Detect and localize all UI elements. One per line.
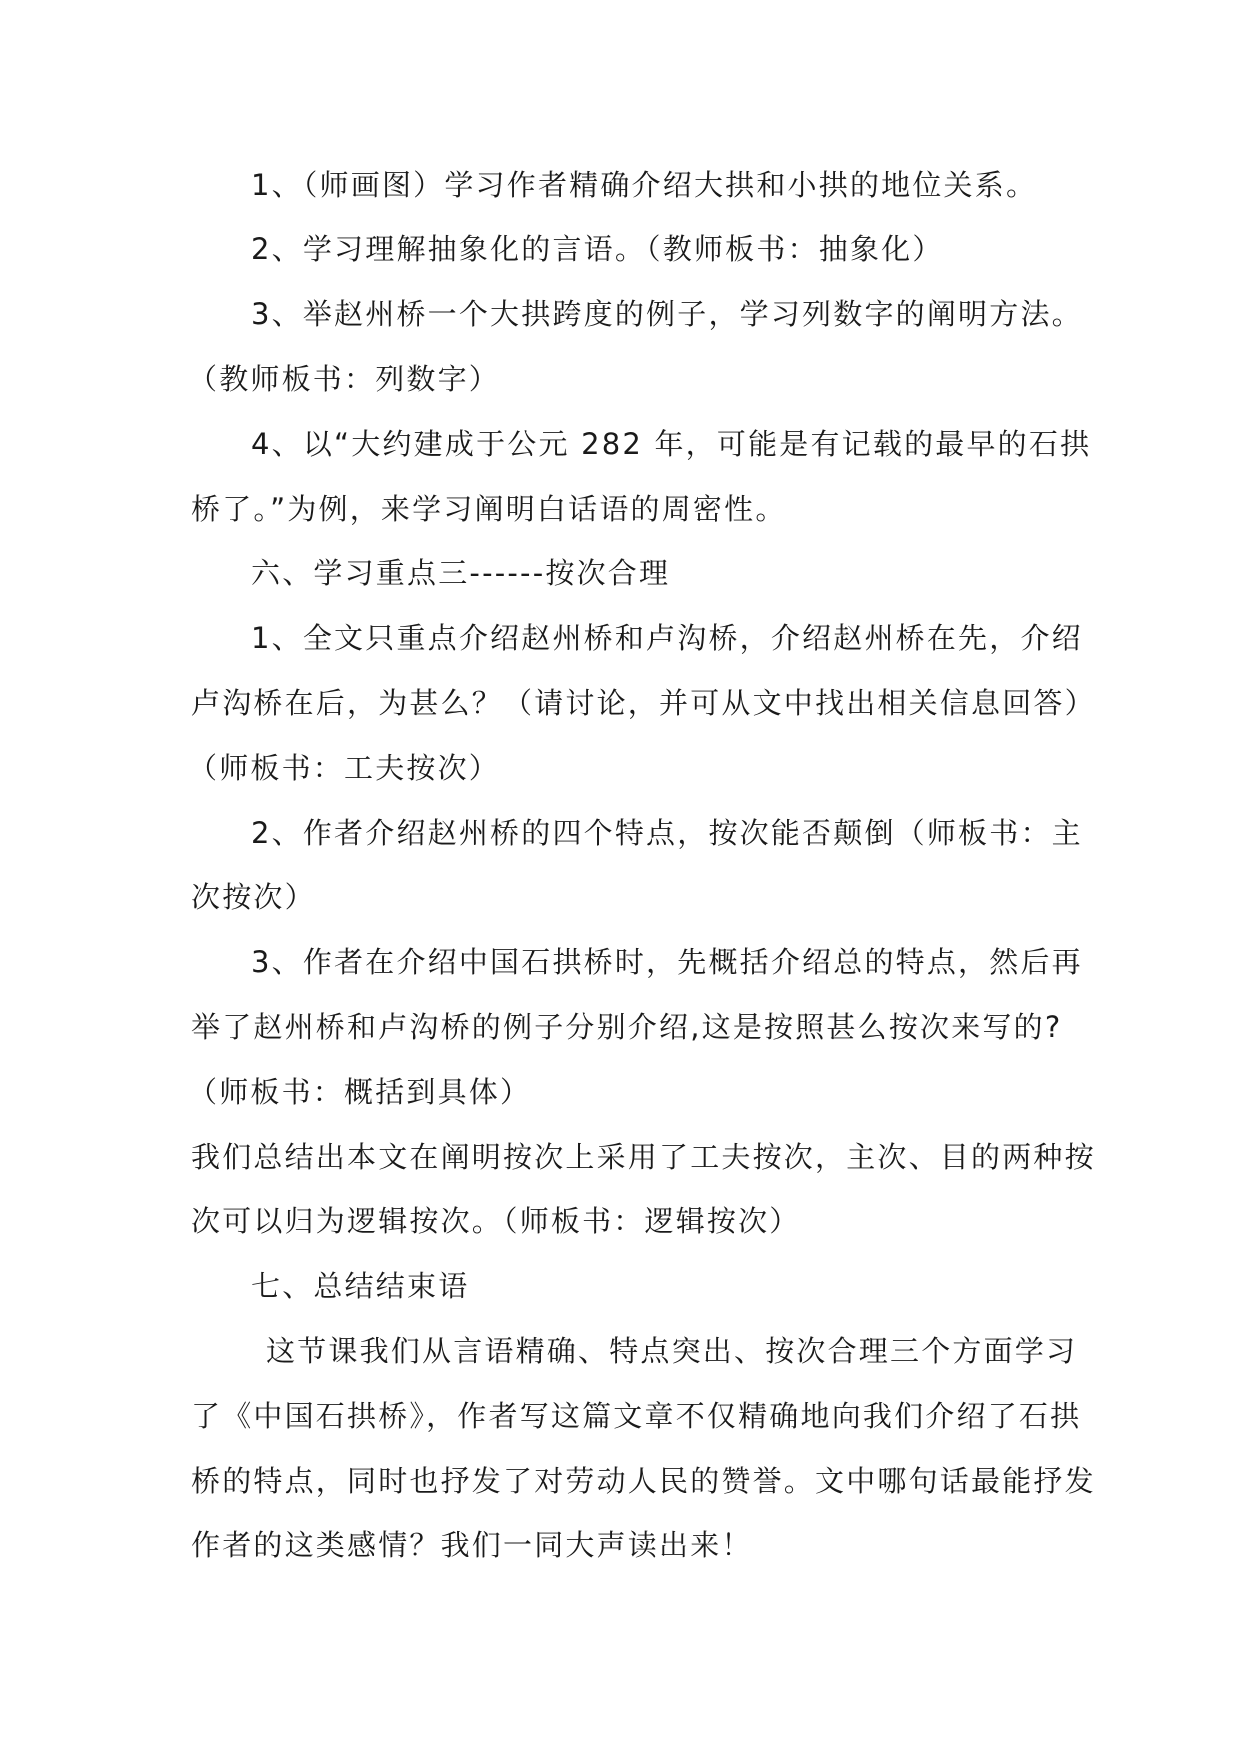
text-line: 卢沟桥在后，为甚么？（请讨论，并可从文中找出相关信息回答） [191, 686, 1096, 720]
text-line: 3、作者在介绍中国石拱桥时，先概括介绍总的特点，然后再 [251, 945, 1083, 979]
text-line: 次可以归为逻辑按次。（师板书：逻辑按次） [191, 1204, 801, 1238]
text-line: 1、全文只重点介绍赵州桥和卢沟桥，介绍赵州桥在先，介绍 [251, 621, 1083, 655]
text-line: 1、（师画图）学习作者精确介绍大拱和小拱的地位关系。 [251, 168, 1038, 202]
text-line: 桥的特点，同时也抒发了对劳动人民的赞誉。文中哪句话最能抒发 [191, 1464, 1096, 1498]
text-line: 2、学习理解抽象化的言语。（教师板书：抽象化） [251, 232, 944, 266]
text-line: 作者的这类感情？我们一同大声读出来！ [191, 1528, 753, 1562]
text-line: 次按次） [191, 880, 316, 914]
text-line: 桥了。”为例，来学习阐明白话语的周密性。 [191, 492, 787, 526]
text-line: 举了赵州桥和卢沟桥的例子分别介绍,这是按照甚么按次来写的? [191, 1010, 1063, 1044]
section-heading: 六、学习重点三------按次合理 [251, 556, 671, 590]
section-heading: 七、总结结束语 [251, 1269, 470, 1303]
text-line: 4、以“大约建成于公元 282 年，可能是有记载的最早的石拱 [251, 427, 1092, 461]
text-line: 3、举赵州桥一个大拱跨度的例子，学习列数字的阐明方法。 [251, 297, 1083, 331]
text-line: （教师板书：列数字） [188, 362, 501, 396]
text-line: 了《中国石拱桥》，作者写这篇文章不仅精确地向我们介绍了石拱 [191, 1399, 1082, 1433]
text-line: 2、作者介绍赵州桥的四个特点，按次能否颠倒（师板书：主 [251, 816, 1083, 850]
text-line: 我们总结出本文在阐明按次上采用了工夫按次，主次、目的两种按 [191, 1140, 1096, 1174]
text-line: 这节课我们从言语精确、特点突出、按次合理三个方面学习 [266, 1334, 1078, 1368]
text-line: （师板书：概括到具体） [188, 1075, 532, 1109]
text-line: （师板书：工夫按次） [188, 751, 501, 785]
